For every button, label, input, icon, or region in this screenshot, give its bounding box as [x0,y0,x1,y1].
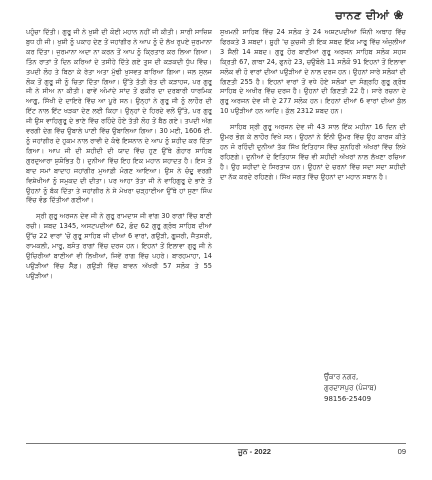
left-column [26,28,212,288]
flower-ornament-icon: ❀ [393,8,404,22]
magazine-masthead [335,8,404,23]
article-paragraph: ਸਾਹਿਬ ਸ੍ਰੀ ਗੁਰੂ ਅਰਜਨ ਦੇਵ ਜੀ 43 ਸਾਲ ਇੱਕ ਮਹੀਨਾ 16 ਦਿਨ ਦੀ ਉਮਰ ਭੋਗ ਕੇ ਲਾਹੌਰ ਵਿਖੇ ਸਨ। ਉਹਨਾਂ ਨੇ ਇੰਨੀ ਉਮਰ ਵਿੱਚ ਉਹ ਕਾਰਜ ਕੀਤੇ ਹਨ ਜੋ ਰਹਿੰਦੀ ਦੁਨੀਆਂ ਤੱਕ ਸਿੱਖ ਇਤਿਹਾਸ ਵਿੱਚ ਸੁਨਹਿਰੀ ਅੱਖਰਾਂ ਵਿੱਚ ਲਿਖੇ ਰਹਿਣਗੇ। ਦੁਨੀਆਂ ਦੇ ਇਤਿਹਾਸ ਵਿੱਚ ਵੀ ਸ਼ਹੀਦੀ ਅੱਖਰਾਂ ਨਾਲ ਲੱਖਣਾ ਰਚਿਆ ਹੈ। ਉਹ ਸ਼ਹੀਦਾਂ ਦੇ ਸਿਰਤਾਜ ਹਨ। ਉਹਨਾਂ ਦੇ ਚਰਨਾਂ ਵਿੱਚ ਸਦਾ ਸਦਾ ਸ਼ਹੀਦੀ ਦਾ ਨੱਕ ਕਰਦੇ ਰਹਿਣਗੇ। ਸਿੱਖ ਜਗਤ ਵਿੱਚ ਉਹਨਾਂ ਦਾ ਮਹਾਨ ਸਥਾਨ ਹੈ। [220,123,406,181]
author-district: ਗੁਰਦਾਸਪੁਰ (ਪੰਜਾਬ) [324,384,377,392]
author-village: ਉੰਕਾਰ ਨਗਰ, [324,373,359,381]
author-signature [324,372,377,405]
right-column [220,28,406,189]
issue-date: ਜੂਨ - 2022 [238,447,271,456]
article-paragraph: ਪਹੁੰਚਾ ਦਿੱਤੀ। ਗੁਰੂ ਜੀ ਨੇ ਖੁਸ਼ੀ ਦੀ ਕੋਈ ਮਹਾਨ ਨਹੀਂ ਜੀ ਕੀਤੀ। ਸਾਰੀ ਸਾਜ਼ਿਸ਼ ਬੁਧ ਹੀ ਜੀ। ਖੁਸ਼ੀ ਨੂੰ ਪਕਾਹ ਦੇਣ ਤੋਂ ਜਹਾਂਗੀਰ ਨੇ ਆਪ ਨੂੰ ਦੋ ਲੱਖ ਰੁਪਏ ਜੁਰਮਾਨਾ ਕਰ ਦਿੱਤਾ। ਜੁਰਮਾਨਾ ਅਦਾ ਨਾ ਕਰਨ ਤੋਂ ਆਪ ਨੂੰ ਕ੍ਰਿਤਾਰ ਕਰ ਲਿਆ ਗਿਆ। ਤਿੰਨ ਰਾਤਾਂ ਤੋਂ ਦਿਨ ਕਰਿਆਂ ਦੇ ਤਸੀਹੇ ਦਿੱਤੇ ਗਏ ਤੁਸ ਦੀ ਕੜਕਦੀ ਧੁੱਪ ਵਿੱਚ। ਤਪਦੀ ਲੋਹ ਤੇ ਬਿਠਾ ਕੇ ਰੇਤਾ ਅਤਾ ਮੁੱਢੀ ਖੁਸਵਤ ਬਾਰਿਆ ਗਿਆ। ਜਲ ਸੁਲਜ ਲੋਕ ਤੋਂ ਗੁਰੂ ਜੀ ਨੂੰ ਚਿਤਾ ਦਿੱਤਾ ਗਿਆ। ਉੱਤੇ ਤੱਤੀ ਰੇਤ ਦੀ ਕੜਾਹਜ, ਪਰ ਗੁਰੂ ਜੀ ਨੇ ਸੀਅ ਨਾ ਕੀਤੀ। ਫਾਵੇਂ ਅੰਮਾਂਦੇ ਸਾਂਦ ਤੋਂ ਫਕੀਰ ਦਾ ਦਰਬਾਰੀ ਧਾਰਮਿਕ ਆਗੂ, ਸਿੱਖੀ ਦੇ ਦਾਇਰੇ ਵਿੱਚ ਆ ਪੂਰੇ ਸਨ। ਉਨ੍ਹਾਂ ਨੇ ਗੁਰੂ ਜੀ ਨੂੰ ਲਾਹੌਰ ਦੀ ਇੱਟ ਨਾਲ ਇੱਟ ਖੜਕਾ ਦੇਣ ਲਈ ਕਿਹਾ। ਉਨ੍ਹਾਂ ਦੇ ਹਿਰਦੇ ਵਲੋਂ ਉੱਤੇ, ਪਰ ਗੁਰੂ ਜੀ ਉਸ ਵਾਹਿਗੁਰੂ ਦੇ ਭਾਣੇ ਵਿੱਚ ਰਹਿੰਦੇ ਹੋਏ ਤੱਤੀ ਲੋਹ ਤੋਂ ਬੈਠ ਗਏ। ਤਪਦੀ ਅੱਗ ਵਰਗੀ ਦੇਗ ਵਿੱਚ ਉਬਾਲੇ ਪਾਣੀ ਵਿੱਚ ਉਬਾਲਿਆ ਗਿਆ। 30 ਮਈ, 1606 ਈ. ਨੂੰ ਜਹਾਂਗੀਰ ਦੇ ਹੁਕਮ ਨਾਲ ਰਾਵੀ ਦੇ ਕੰਢੇ ਇਸ਼ਨਾਨ ਦੇ ਆਪ ਨੂੰ ਸ਼ਹੀਦ ਕਰ ਦਿੱਤਾ ਗਿਆ। ਆਪ ਜੀ ਦੀ ਸ਼ਹੀਦੀ ਦੀ ਯਾਦ ਵਿੱਚ ਹੁਣ ਉੱਥੇ ਗੋਹਾਰ ਸਾਹਿਬ ਗੁਰਦੁਆਰਾ ਸ਼ੁਸ਼ੋਭਿਤ ਹੈ। ਦੁਨੀਆਂ ਵਿੱਚ ਇਹ ਇਕ ਮਹਾਨ ਸ਼ਹਾਦਤ ਹੈ। ਇਸ ਤੋਂ ਬਾਦ ਸਮਾਂ ਬਾਦਾਹ ਜਹਾਂਗੀਰ ਮੁਆਫ਼ੀ ਮੰਗਣ ਆਇਆ। ਉਸ ਨੇ ਚੰਦੂ ਵਰਗੀ ਵਿਸ਼ੇਖੀਆਂ ਨੂੰ ਸਮੁਕਦ ਦੀ ਦੀਤਾ। ਪਰ ਆਹਾ ਤੱਤਾ ਜੀ ਨੇ ਵਾਹਿਗੁਰੂ ਦੇ ਭਾਣੇ ਤੋਂ ਉਹਨਾਂ ਨੂੰ ਬੱਕ ਦਿੱਤਾ ਤੇ ਜਹਾਂਗੀਰ ਨੇ ਸੇ ਮੇਖਰਾ ਚੜ੍ਹਾਈਆ ਉੱਥੇ ਹਾਂ ਸੁਣਾ ਸਿੰਘ ਵਿੱਚ ਵੰਡ ਦਿੱਤੀਆਂ ਗਈਆਂ। [26,28,212,205]
page-number: 09 [397,447,406,456]
footer-divider [26,443,406,444]
page-footer [0,447,432,459]
article-paragraph: ਸੁਖਮਨੀ ਸਾਹਿਬ ਵਿੱਚ 24 ਸਲੋਕ ਤੇ 24 ਅਸ਼ਟਪਦੀਆਂ ਜਿੰਨੀ ਅਥਾਹ ਵਿੱਚ ਫਿਰਕਤੇ 3 ਸ਼ਬਦਾਂ। ਸੂਹੀ 'ਚ ਕੁਚਜੀ ਤੀ ਇਕ ਸ਼ਬਦ ਇੱਕ ਮਾਰੂ ਵਿੱਚ ਅੰਜੁਲੀਆਂ 3 ਸ਼ੈਲੀ 14 ਸ਼ਬਦ। ਗੁਰੂ ਹੋਰ ਬਾਣੀਆਂ ਗੁਰੂ ਅਰਜਨ ਸਾਹਿਬ ਸਲੋਕ ਸਹਸ ਕ੍ਰਿਤੀ 67, ਗਾਥਾ 24, ਫੁਨਹੇ 23, ਚਉਬੋਲੇ 11 ਸਲੋਕੋ 91 ਇਹਨਾਂ ਤੋਂ ਇਲਾਵਾ ਸਲੋਕ ਵੀ ਹੋ ਵਾਰਾਂ ਦੀਆਂ ਪਉੜੀਆਂ ਦੇ ਨਾਲ ਦਰਜ ਹਨ। ਉਹਨਾਂ ਸਾਰੇ ਸਲੋਕਾਂ ਦੀ ਗਿਣਤੀ 255 ਹੈ। ਇਹਨਾਂ ਵਾਰਾਂ ਤੋਂ ਵਧੇ ਹੋਏ ਸਲੋਕਾਂ ਦਾ ਸੰਗ੍ਰਹਿ ਗੁਰੂ ਗ੍ਰੰਥ ਸਾਹਿਬ ਦੇ ਅਖੀਰ ਵਿੱਚ ਦਰਜ ਹੈ। ਉਹਨਾਂ ਦੀ ਗਿਣਤੀ 22 ਹੈ। ਸਾਰੇ ਰਚਨਾ ਦੇ ਗੁਰੂ ਅਰਜਨ ਦੇਵ ਜੀ ਦੇ 277 ਸਲੋਕ ਹਨ। ਇਹਨਾਂ ਦੀਆਂ 6 ਵਾਰਾਂ ਦੀਆਂ ਕੁੱਲ 10 ਪਉੜੀਆਂ ਹਨ ਆਦਿ। ਕੁੱਲ 2312 ਸ਼ਬਦ ਹਨ। [220,28,406,116]
article-paragraph: ਸ੍ਰੀ ਗੁਰੂ ਅਰਜਨ ਦੇਵ ਜੀ ਨੇ ਗੁਰੂ ਰਾਮਦਾਸ ਜੀ ਵਾਂਗ 30 ਰਾਗਾਂ ਵਿੱਚ ਬਾਣੀ ਰਚੀ। ਸ਼ਬਦ 1345, ਅਸਟਪਦੀਆਂ 62, ਛੰਦ 62 ਗੁਰੂ ਗ੍ਰੰਥ ਸਾਹਿਬ ਦੀਆਂ ਉੱਚ 22 ਵਾਰਾਂ 'ਚੋਂ ਗੁਰੂ ਸਾਹਿਬ ਜੀ ਦੀਆਂ 6 ਵਾਰਾਂ, ਗਉੜੀ, ਗੂਜਰੀ, ਜੈਤਸਰੀ, ਰਾਮਕਲੀ, ਮਾਰੂ, ਬਸੰਤ ਰਾਗਾਂ ਵਿੱਚ ਦਰਜ ਹਨ। ਇਹਨਾਂ ਤੋਂ ਇਲਾਵਾ ਗੁਰੂ ਜੀ ਨੇ ਉਚਿਰੀਆਂ ਬਾਣੀਆਂ ਵੀ ਲਿਖੀਆਂ, ਜਿਵੇਂ ਰਾਗ ਵਿੱਚ ਪਹਰੇ। ਬਾਰਹਮਾਹਾ, 14 ਪਉੜੀਆਂ ਵਿੱਚ ਸੈੱਫ਼। ਗਉੜੀ ਵਿੱਚ ਬਾਵਨ ਅੱਖਰੀ 57 ਸਲੋਕ ਤੇ 55 ਪਉੜੀਆਂ। [26,212,212,280]
masthead-title: ਚਾਨਣ ਦੀਆਂ [335,9,390,22]
author-phone: 98156-25409 [324,395,372,403]
